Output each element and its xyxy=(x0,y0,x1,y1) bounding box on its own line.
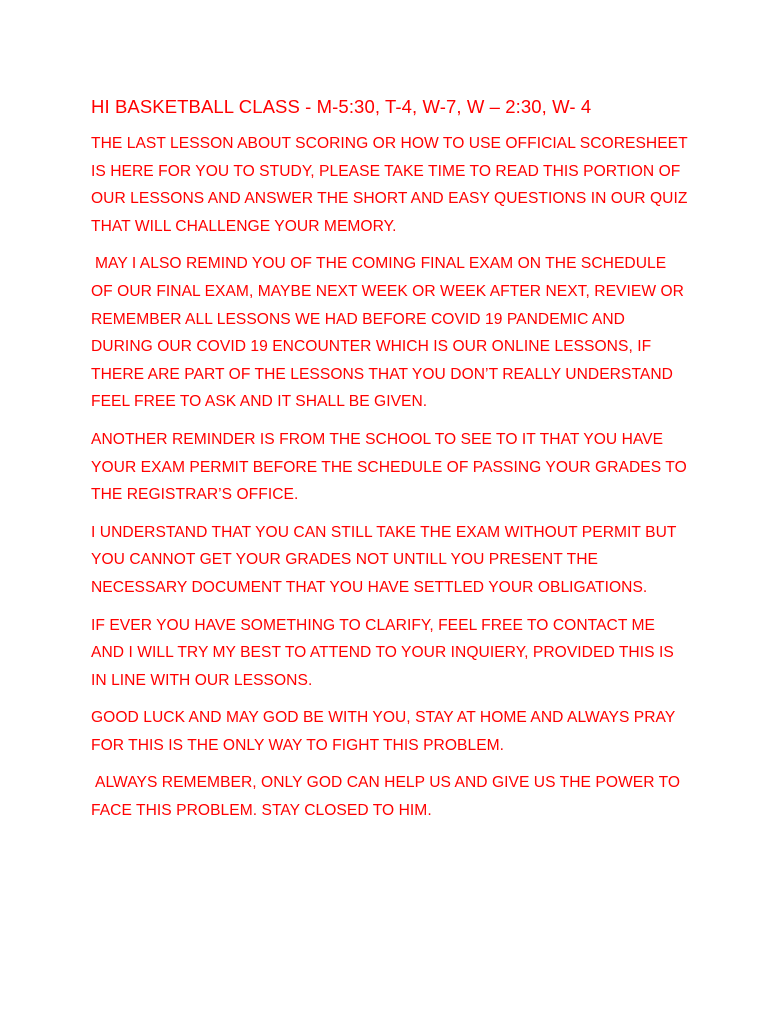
document-title: HI BASKETBALL CLASS - M-5:30, T-4, W-7, W – 2:30, W- 4 xyxy=(91,96,592,117)
document-body xyxy=(91,94,691,835)
paragraph-contact: IF EVER YOU HAVE SOMETHING TO CLARIFY, FEEL FREE TO CONTACT ME AND I WILL TRY MY BEST TO ATTEND TO YOUR INQUIERY, PROVIDED THIS IS IN LINE WITH OUR LESSONS. xyxy=(91,616,674,689)
paragraph-scoring-lesson: THE LAST LESSON ABOUT SCORING OR HOW TO USE OFFICIAL SCORESHEET IS HERE FOR YOU TO STUDY, PLEASE TAKE TIME TO READ THIS PORTION OF OUR LESSONS AND ANSWER THE SHORT AND EASY QUESTIONS IN OUR QUIZ THAT WILL CHALLENGE YOUR MEMORY. xyxy=(91,135,688,235)
paragraph-grades-obligations: I UNDERSTAND THAT YOU CAN STILL TAKE THE EXAM WITHOUT PERMIT BUT YOU CANNOT GET YOUR GRADES NOT UNTILL YOU PRESENT THE NECESSARY DOCUMENT THAT YOU HAVE SETTLED YOUR OBLIGATIONS. xyxy=(91,523,677,596)
paragraph-exam-permit: ANOTHER REMINDER IS FROM THE SCHOOL TO SEE TO IT THAT YOU HAVE YOUR EXAM PERMIT BEFORE THE SCHEDULE OF PASSING YOUR GRADES TO THE REGISTRAR’S OFFICE. xyxy=(91,430,687,504)
paragraph-closing: ALWAYS REMEMBER, ONLY GOD CAN HELP US AND GIVE US THE POWER TO FACE THIS PROBLEM. STAY CLOSED TO HIM. xyxy=(91,774,681,820)
paragraph-good-luck: GOOD LUCK AND MAY GOD BE WITH YOU, STAY AT HOME AND ALWAYS PRAY FOR THIS IS THE ONLY WAY TO FIGHT THIS PROBLEM. xyxy=(91,709,675,754)
paragraph-final-exam-reminder: MAY I ALSO REMIND YOU OF THE COMING FINAL EXAM ON THE SCHEDULE OF OUR FINAL EXAM, MAYBE NEXT WEEK OR WEEK AFTER NEXT, REVIEW OR REMEMBER ALL LESSONS WE HAD BEFORE COVID 19 PANDEMIC AND DURING OUR COVID 19 ENCOUNTER WHICH IS OUR ONLINE LESSONS, IF THERE ARE PART OF THE LESSONS THAT YOU DON’T REALLY UNDERSTAND FEEL FREE TO ASK AND IT SHALL BE GIVEN. xyxy=(91,255,684,411)
